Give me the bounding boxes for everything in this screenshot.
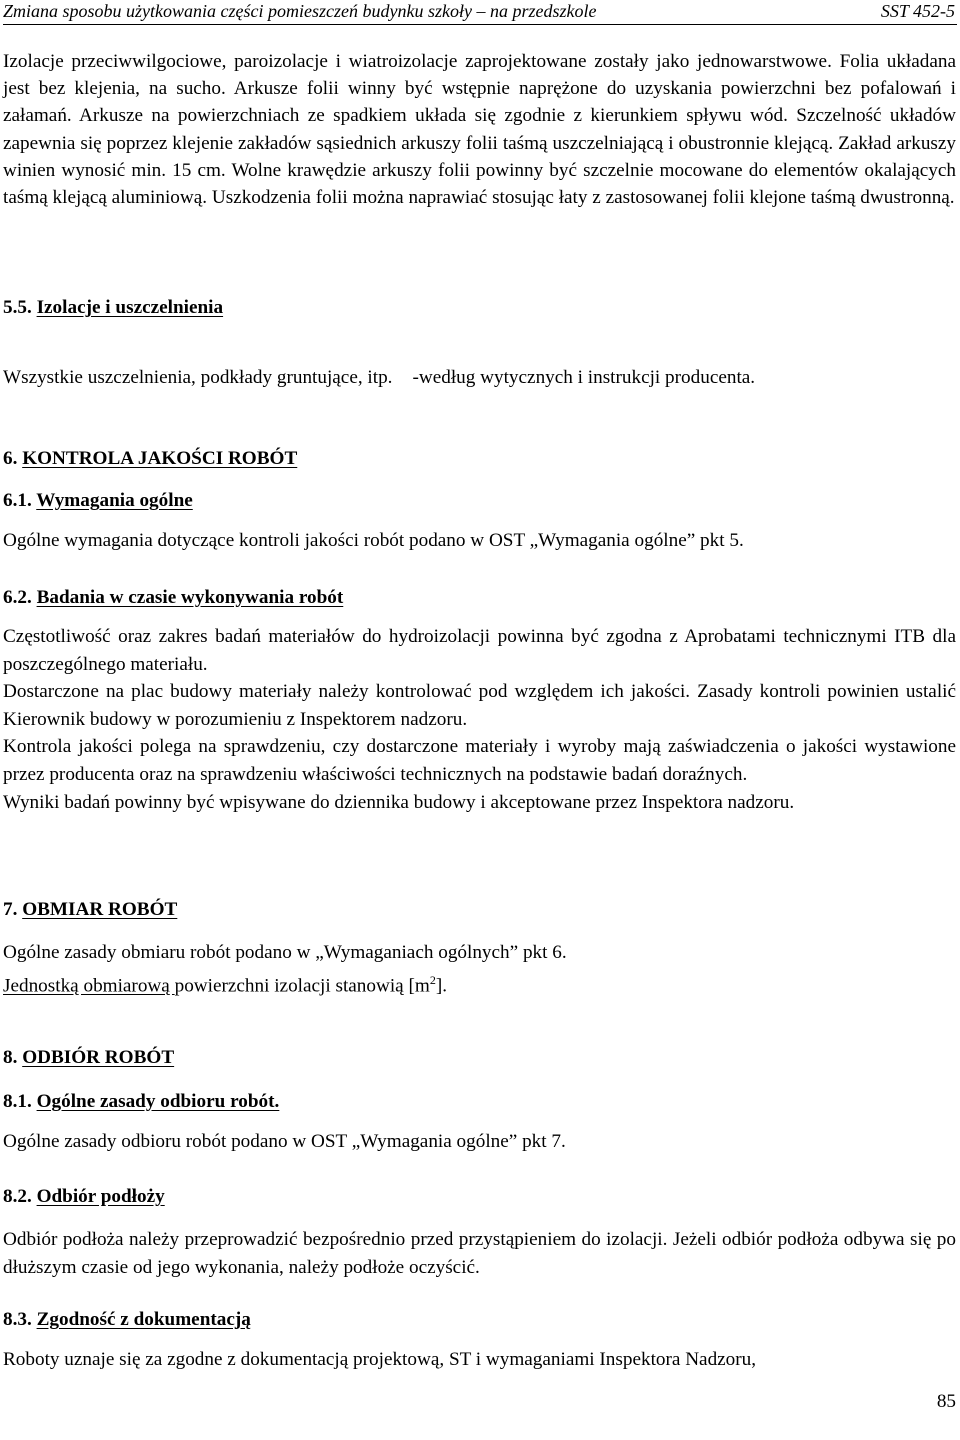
section-8-1-heading [3, 1091, 956, 1113]
paragraph-text: Wyniki badań powinny być wpisywane do dziennika budowy i akceptowane przez Inspektora nadzoru. [3, 791, 795, 813]
superscript: 2 [429, 972, 436, 987]
page-number: 85 [936, 1391, 956, 1412]
section-number: 8.1. [3, 1091, 32, 1112]
section-title: OBMIAR ROBÓT [22, 899, 178, 920]
paragraph-text: Ogólne wymagania dotyczące kontroli jakości robót podano w OST „Wymagania ogólne” pkt 5. [3, 530, 744, 551]
section-title: ODBIÓR ROBÓT [22, 1047, 175, 1068]
paragraph-text: Wszystkie uszczelnienia, podkłady gruntujące, itp. [3, 367, 393, 388]
intro-text: Izolacje przeciwwilgociowe, paroizolacje i wiatroizolacje zaprojektowane zostały jako jednowarstwowe. Folia układana jest bez klejenia, na sucho. Arkusze folii winny być wstępnie naprężone do uzyskania powierzchni bez pofalowań i załamań. Arkusze na powierzchniach ze spadkiem układa się zgodnie z kierunkiem spływu wód. Szczelność układów zapewnia się poprzez klejenie zakładów sąsiednich arkuszy folii taśmą uszczelniającą i obustronnie klejącą. Zakład arkuszy winien wynosić min. 15 cm. Wolne krawędzie arkuszy folii powinny być szczelnie mocowane do elementów okalających taśmą klejącą aluminiową. Uszkodzenia folii można naprawiać stosując łaty z zastosowanej folii klejone taśmą dwustronną. [3, 51, 956, 209]
section-number: 6.2. [3, 587, 32, 608]
section-6-1-text [3, 530, 956, 552]
paragraph-text: Odbiór podłoża należy przeprowadzić bezpośrednio przed przystąpieniem do izolacji. Jeżeli odbiór podłoża odbywa się po dłuższym czasie od jego wykonania, należy podłoże oczyścić. [3, 1229, 956, 1278]
section-title: Badania w czasie wykonywania robót [36, 587, 344, 608]
section-title: Wymagania ogólne [36, 490, 193, 511]
intro-paragraph [3, 48, 956, 211]
section-6-2-body [3, 623, 956, 816]
section-5-5-heading [3, 297, 956, 319]
section-title: Zgodność z dokumentacją [36, 1309, 251, 1330]
section-6-1-heading [3, 490, 956, 512]
section-number: 8.3. [3, 1309, 32, 1330]
underlined-text: Jednostką obmiarową [3, 974, 175, 996]
page-header [3, 0, 957, 25]
section-6-heading [3, 448, 956, 470]
section-8-2-heading [3, 1186, 956, 1208]
section-number: 8.2. [3, 1186, 32, 1207]
section-number: 8. [3, 1047, 18, 1068]
section-number: 7. [3, 899, 18, 920]
document-title: Zmiana sposobu użytkowania części pomieszczeń budynku szkoły – na przedszkole [3, 1, 597, 21]
section-number: 6. [3, 448, 18, 469]
section-8-3-text [3, 1349, 956, 1371]
section-title: Izolacje i uszczelnienia [36, 297, 224, 318]
document-code: SST 452-5 [880, 1, 955, 21]
section-7-body [3, 939, 956, 1000]
paragraph-text: Ogólne zasady obmiaru robót podano w „Wymaganiach ogólnych” pkt 6. [3, 942, 567, 963]
section-number: 5.5. [3, 297, 32, 318]
section-5-5-text [3, 367, 956, 389]
section-8-3-heading [3, 1309, 956, 1331]
section-6-2-heading [3, 587, 956, 609]
section-number: 6.1. [3, 490, 32, 511]
section-title: KONTROLA JAKOŚCI ROBÓT [22, 448, 298, 469]
section-8-1-text [3, 1131, 956, 1153]
paragraph-text [3, 967, 956, 1000]
paragraph-text: Częstotliwość oraz zakres badań materiałów do hydroizolacji powinna być zgodna z Aprobatami technicznymi ITB dla poszczególnego materiału. [3, 626, 956, 675]
paragraph-text: Dostarczone na plac budowy materiały należy kontrolować pod względem ich jakości. Zasady kontroli powinien ustalić Kierownik budowy w porozumieniu z Inspektorem nadzoru. [3, 681, 956, 730]
section-8-2-text [3, 1226, 956, 1281]
section-title: Ogólne zasady odbioru robót. [36, 1091, 280, 1112]
section-title: Odbiór podłoży [36, 1186, 165, 1207]
section-8-heading [3, 1047, 956, 1069]
paragraph-text: Ogólne zasady odbioru robót podano w OST „Wymagania ogólne” pkt 7. [3, 1131, 566, 1152]
section-7-heading [3, 899, 956, 921]
paragraph-text: Roboty uznaje się za zgodne z dokumentacją projektową, ST i wymaganiami Inspektora Nadzoru, [3, 1349, 757, 1370]
text-span: ]. [435, 974, 447, 996]
paragraph-text: Kontrola jakości polega na sprawdzeniu, czy dostarczone materiały i wyroby mają zaświadczenia o jakości wystawione przez producenta oraz na sprawdzeniu właściwości technicznych na podstawie badań doraźnych. [3, 736, 956, 785]
text-span: powierzchni izolacji stanowią [m [174, 974, 430, 996]
paragraph-text: -według wytycznych i instrukcji producenta. [412, 367, 756, 388]
